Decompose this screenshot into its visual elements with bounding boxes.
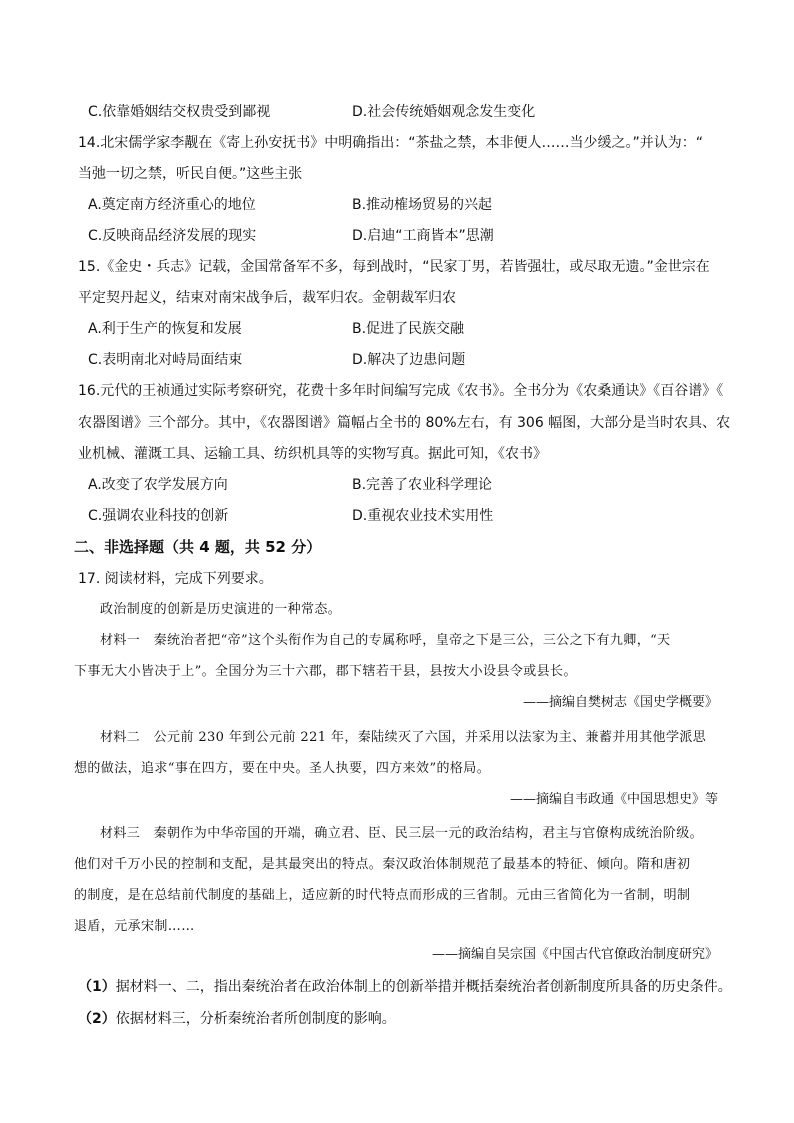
q15-option-c: C.表明南北对峙局面结束 — [88, 352, 243, 368]
q17-material3-line1: 材料三 秦朝作为中华帝国的开端，确立君、臣、民三层一元的政治结构，君主与官僚构成统治阶级。 — [100, 826, 704, 841]
section-heading: 二、非选择题（共 4 题，共 52 分） — [74, 538, 322, 556]
q15-option-a: A.利于生产的恢复和发展 — [88, 321, 242, 337]
q17-material3-source: ——摘编自吴宗国《中国古代官僚政治制度研究》 — [431, 947, 718, 962]
q14-option-a: A.奠定南方经济重心的地位 — [88, 197, 256, 213]
q15-option-b: B.促进了民族交融 — [352, 321, 465, 337]
q16-option-c: C.强调农业科技的创新 — [88, 508, 229, 524]
q16-stem-line3: 业机械、灌溉工具、运输工具、纺织机具等的实物写真。据此可知，《农书》 — [78, 446, 547, 462]
q17-material2-line2: 想的做法，追求“事在四方，要在中央。圣人执要，四方来效”的格局。 — [74, 761, 491, 776]
q17-subquestion-2-text: 依据材料三，分析秦统治者所创制度的影响。 — [115, 1011, 396, 1027]
q16-option-d: D.重视农业技术实用性 — [352, 508, 494, 524]
q17-subquestion-2 — [78, 1009, 396, 1029]
q17-material2-line1: 材料二 公元前 230 年到公元前 221 年，秦陆续灭了六国，并采用以法家为主、兼蓄并用其他学派思 — [100, 730, 707, 745]
q17-subquestion-2-label: （2） — [78, 1011, 116, 1027]
q17-intro: 17. 阅读材料，完成下列要求。 — [78, 571, 273, 587]
q17-subquestion-1-text: 据材料一、二，指出秦统治者在政治体制上的创新举措并概括秦统治者创新制度所具备的历史条件。 — [115, 979, 732, 995]
q17-material3-line4: 退盾，元承宋制…… — [74, 919, 195, 934]
q17-material1-source: ——摘编自樊树志《国史学概要》 — [522, 695, 718, 710]
q17-material1-line1: 材料一 秦统治者把“帝”这个头衔作为自己的专属称呼，皇帝之下是三公，三公之下有九卿，“天 — [100, 633, 671, 648]
q13-option-d: D.社会传统婚姻观念发生变化 — [352, 104, 536, 120]
q14-stem-line2: 当弛一切之禁，听民自便。”这些主张 — [78, 166, 303, 182]
q16-stem-line2: 农器图谱》三个部分。其中，《农器图谱》篇幅占全书的 80%左右，有 306 幅图，大部分是当时农具、农 — [78, 415, 731, 431]
q14-option-c: C.反映商品经济发展的现实 — [88, 228, 257, 244]
q15-option-d: D.解决了边患问题 — [352, 352, 466, 368]
q16-option-b: B.完善了农业科学理论 — [352, 477, 493, 493]
q17-material1-line2: 下事无大小皆决于上”。全国分为三十六郡，郡下辖若干县，县按大小设县令或县长。 — [74, 664, 577, 679]
q17-subquestion-1-label: （1） — [78, 979, 116, 995]
q13-option-c: C.依靠婚姻结交权贵受到鄙视 — [88, 104, 271, 120]
q15-stem-line1: 15.《金史・兵志》记载，金国常备军不多，每到战时，“民家丁男，若皆强壮，或尽取无遗。”金世宗在 — [78, 259, 710, 275]
q16-option-a: A.改变了农学发展方向 — [88, 477, 228, 493]
q14-option-b: B.推动榷场贸易的兴起 — [352, 197, 493, 213]
q17-subquestion-1 — [78, 977, 732, 997]
q17-material2-source: ——摘编自韦政通《中国思想史》等 — [509, 792, 718, 807]
q17-material3-line2: 他们对千万小民的控制和支配，是其最突出的特点。秦汉政治体制规范了最基本的特征、倾向。隋和唐初 — [74, 857, 691, 872]
q16-stem-line1: 16.元代的王祯通过实际考察研究，花费十多年时间编写完成《农书》。全书分为《农桑通诀》《百谷谱》《 — [78, 383, 724, 399]
q14-option-d: D.启迪“工商皆本”思潮 — [352, 228, 494, 244]
q17-material3-line3: 的制度，是在总结前代制度的基础上，适应新的时代特点而形成的三省制。元由三省简化为一省制，明制 — [74, 888, 691, 903]
q17-lead: 政治制度的创新是历史演进的一种常态。 — [100, 602, 342, 617]
q14-stem-line1: 14.北宋儒学家李觏在《寄上孙安抚书》中明确指出：“茶盐之禁，本非便人……当少缓之。”并认为：“ — [78, 135, 704, 151]
q15-stem-line2: 平定契丹起义，结束对南宋战争后，裁军归农。金朝裁军归农 — [78, 290, 456, 306]
